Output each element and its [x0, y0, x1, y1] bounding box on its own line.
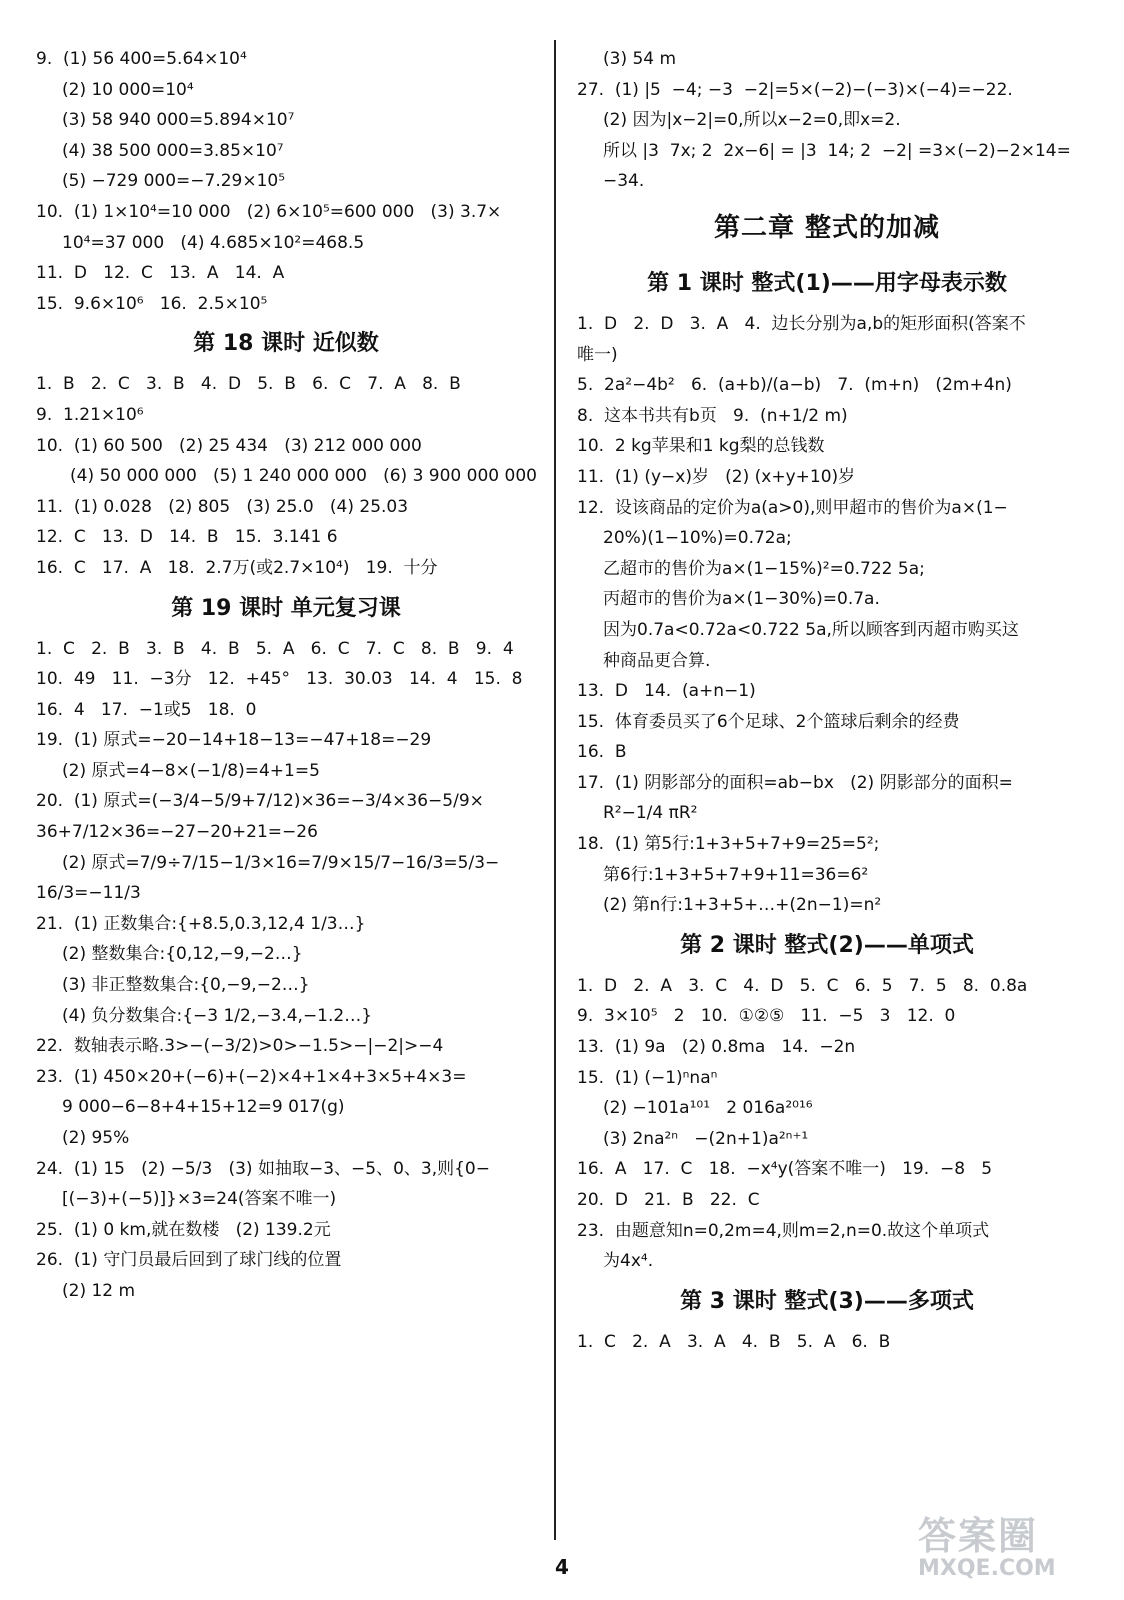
left-answer-line: 25. (1) 0 km,就在数楼 (2) 139.2元 [36, 1219, 331, 1240]
right-answer-line: 20%)(1−10%)=0.72a; [603, 528, 792, 549]
right-answer-line: 16. B [577, 742, 627, 763]
right-answer-line: (2) −101a¹⁰¹ 2 016a²⁰¹⁶ [603, 1098, 813, 1119]
left-answer-line: 26. (1) 守门员最后回到了球门线的位置 [36, 1250, 342, 1271]
left-answer-line: 23. (1) 450×20+(−6)+(−2)×4+1×4+3×5+4×3= [36, 1066, 467, 1087]
left-answer-line: (4) 负分数集合:{−3 1/2,−3.4,−1.2…} [62, 1005, 373, 1026]
left-answer-line: 24. (1) 15 (2) −5/3 (3) 如抽取−3、−5、0、3,则{0− [36, 1158, 490, 1179]
right-answer-line: 1. D 2. D 3. A 4. 边长分别为a,b的矩形面积(答案不 [577, 313, 1026, 334]
page-number: 4 [555, 1555, 569, 1579]
right-answer-line: 乙超市的售价为a×(1−15%)²=0.722 5a; [603, 558, 925, 579]
left-column [36, 44, 536, 1307]
right-answer-line: 16. A 17. C 18. −x⁴y(答案不唯一) 19. −8 5 [577, 1159, 993, 1180]
right-answer-line: 15. 体育委员买了6个足球、2个篮球后剩余的经费 [577, 711, 960, 732]
right-answer-line: 因为0.7a<0.72a<0.722 5a,所以顾客到丙超市购买这 [603, 619, 1019, 640]
left-answer-line: 16/3=−11/3 [36, 883, 141, 904]
right-answer-line: R²−1/4 πR² [603, 803, 698, 824]
right-answer-line: (2) 第n行:1+3+5+…+(2n−1)=n² [603, 895, 882, 916]
right-answer-line: 1. C 2. A 3. A 4. B 5. A 6. B [577, 1331, 891, 1352]
left-answer-line: 11. (1) 0.028 (2) 805 (3) 25.0 (4) 25.03 [36, 496, 409, 517]
watermark-text: 答案圈 [918, 1514, 1039, 1558]
left-answer-line: (2) 12 m [62, 1280, 136, 1301]
right-answer-line: 第6行:1+3+5+7+9+11=36=6² [603, 864, 869, 885]
left-answer-line: (2) 原式=4−8×(−1/8)=4+1=5 [62, 760, 320, 781]
left-answer-line: 15. 9.6×10⁶ 16. 2.5×10⁵ [36, 293, 268, 314]
left-answer-line: 1. C 2. B 3. B 4. B 5. A 6. C 7. C 8. B 9. 4 [36, 638, 514, 659]
right-answer-line: 13. (1) 9a (2) 0.8ma 14. −2n [577, 1037, 856, 1058]
left-answer-line: 10⁴=37 000 (4) 4.685×10²=468.5 [62, 232, 365, 253]
left-answer-line: 20. (1) 原式=(−3/4−5/9+7/12)×36=−3/4×36−5/9× [36, 791, 484, 812]
left-answer-line: 21. (1) 正数集合:{+8.5,0.3,12,4 1/3…} [36, 913, 366, 934]
right-answer-line: 11. (1) (y−x)岁 (2) (x+y+10)岁 [577, 466, 856, 487]
left-answer-line: 9 000−6−8+4+15+12=9 017(g) [62, 1097, 345, 1118]
left-answer-line: 1. B 2. C 3. B 4. D 5. B 6. C 7. A 8. B [36, 374, 461, 395]
left-answer-line: 10. (1) 60 500 (2) 25 434 (3) 212 000 000 [36, 435, 422, 456]
left-answer-line: (3) 非正整数集合:{0,−9,−2…} [62, 975, 310, 996]
left-answer-line: [(−3)+(−5)]}×3=24(答案不唯一) [62, 1189, 337, 1210]
left-lesson-title: 第 19 课时 单元复习课 [171, 595, 401, 621]
left-answer-line: 16. 4 17. −1或5 18. 0 [36, 699, 257, 720]
right-answer-line: 23. 由题意知n=0,2m=4,则m=2,n=0.故这个单项式 [577, 1220, 990, 1241]
right-chapter-title: 第二章 整式的加减 [713, 212, 941, 243]
right-answer-line: 丙超市的售价为a×(1−30%)=0.7a. [603, 589, 880, 610]
right-answer-line: 8. 这本书共有b页 9. (n+1/2 m) [577, 405, 848, 426]
right-answer-line: 9. 3×10⁵ 2 10. ①②⑤ 11. −5 3 12. 0 [577, 1006, 956, 1027]
left-answer-line: 9. 1.21×10⁶ [36, 404, 144, 425]
left-answer-line: (5) −729 000=−7.29×10⁵ [62, 171, 286, 192]
left-lesson-title: 第 18 课时 近似数 [193, 331, 379, 357]
right-answer-line: (3) 2na²ⁿ −(2n+1)a²ⁿ⁺¹ [603, 1128, 809, 1149]
right-answer-line: 20. D 21. B 22. C [577, 1190, 760, 1210]
left-answer-line: 10. (1) 1×10⁴=10 000 (2) 6×10⁵=600 000 (3) 3.7× [36, 201, 502, 222]
right-answer-line: 所以 |3 7x; 2 2x−6| = |3 14; 2 −2| =3×(−2)−2×14= [603, 140, 1071, 161]
right-answer-line: 为4x⁴. [603, 1251, 654, 1272]
column-divider [554, 40, 556, 1540]
right-answer-line: 唯一) [577, 344, 618, 365]
right-answer-line: 1. D 2. A 3. C 4. D 5. C 6. 5 7. 5 8. 0.8a [577, 975, 1028, 996]
left-answer-line: 10. 49 11. −3分 12. +45° 13. 30.03 14. 4 15. 8 [36, 669, 523, 690]
left-answer-line: (2) 原式=7/9÷7/15−1/3×16=7/9×15/7−16/3=5/3− [62, 852, 500, 873]
right-answer-line: 17. (1) 阴影部分的面积=ab−bx (2) 阴影部分的面积= [577, 772, 1013, 793]
right-answer-line: (3) 54 m [603, 49, 677, 69]
right-answer-line: 种商品更合算. [603, 650, 711, 671]
left-answer-line: 11. D 12. C 13. A 14. A [36, 263, 285, 284]
right-lesson-title: 第 1 课时 整式(1)——用字母表示数 [647, 270, 1007, 296]
left-answer-line: (4) 50 000 000 (5) 1 240 000 000 (6) 3 900 000 000 [70, 466, 537, 487]
left-answer-line: 12. C 13. D 14. B 15. 3.141 6 [36, 527, 338, 548]
right-answer-line: 13. D 14. (a+n−1) [577, 681, 756, 702]
left-answer-line: (3) 58 940 000=5.894×10⁷ [62, 110, 295, 131]
right-lesson-title: 第 2 课时 整式(2)——单项式 [680, 932, 974, 958]
right-column [577, 44, 1077, 1357]
left-answer-line: 19. (1) 原式=−20−14+18−13=−47+18=−29 [36, 730, 432, 751]
left-answer-line: (2) 10 000=10⁴ [62, 79, 194, 100]
left-answer-line: 9. (1) 56 400=5.64×10⁴ [36, 49, 247, 69]
right-lesson-title: 第 3 课时 整式(3)——多项式 [680, 1288, 974, 1314]
right-answer-line: 5. 2a²−4b² 6. (a+b)/(a−b) 7. (m+n) (2m+4n) [577, 375, 1012, 396]
right-answer-line: −34. [603, 171, 645, 192]
right-answer-line: 15. (1) (−1)ⁿnaⁿ [577, 1067, 718, 1088]
left-answer-line: 22. 数轴表示略.3>−(−3/2)>0>−1.5>−|−2|>−4 [36, 1036, 444, 1057]
left-answer-line: 36+7/12×36=−27−20+21=−26 [36, 822, 318, 843]
left-answer-line: 16. C 17. A 18. 2.7万(或2.7×10⁴) 19. 十分 [36, 557, 438, 578]
left-answer-line: (4) 38 500 000=3.85×10⁷ [62, 140, 284, 161]
left-answer-line: (2) 整数集合:{0,12,−9,−2…} [62, 944, 303, 965]
left-answer-line: (2) 95% [62, 1128, 130, 1148]
right-answer-line: 10. 2 kg苹果和1 kg梨的总钱数 [577, 436, 825, 457]
right-answer-line: 18. (1) 第5行:1+3+5+7+9=25=5²; [577, 834, 880, 855]
right-answer-line: (2) 因为|x−2|=0,所以x−2=0,即x=2. [603, 110, 901, 131]
watermark-url: MXQE.COM [918, 1556, 1056, 1581]
right-answer-line: 27. (1) |5 −4; −3 −2|=5×(−2)−(−3)×(−4)=−22. [577, 79, 1013, 100]
right-answer-line: 12. 设该商品的定价为a(a>0),则甲超市的售价为a×(1− [577, 497, 1008, 518]
watermark-logo [918, 1505, 1118, 1595]
